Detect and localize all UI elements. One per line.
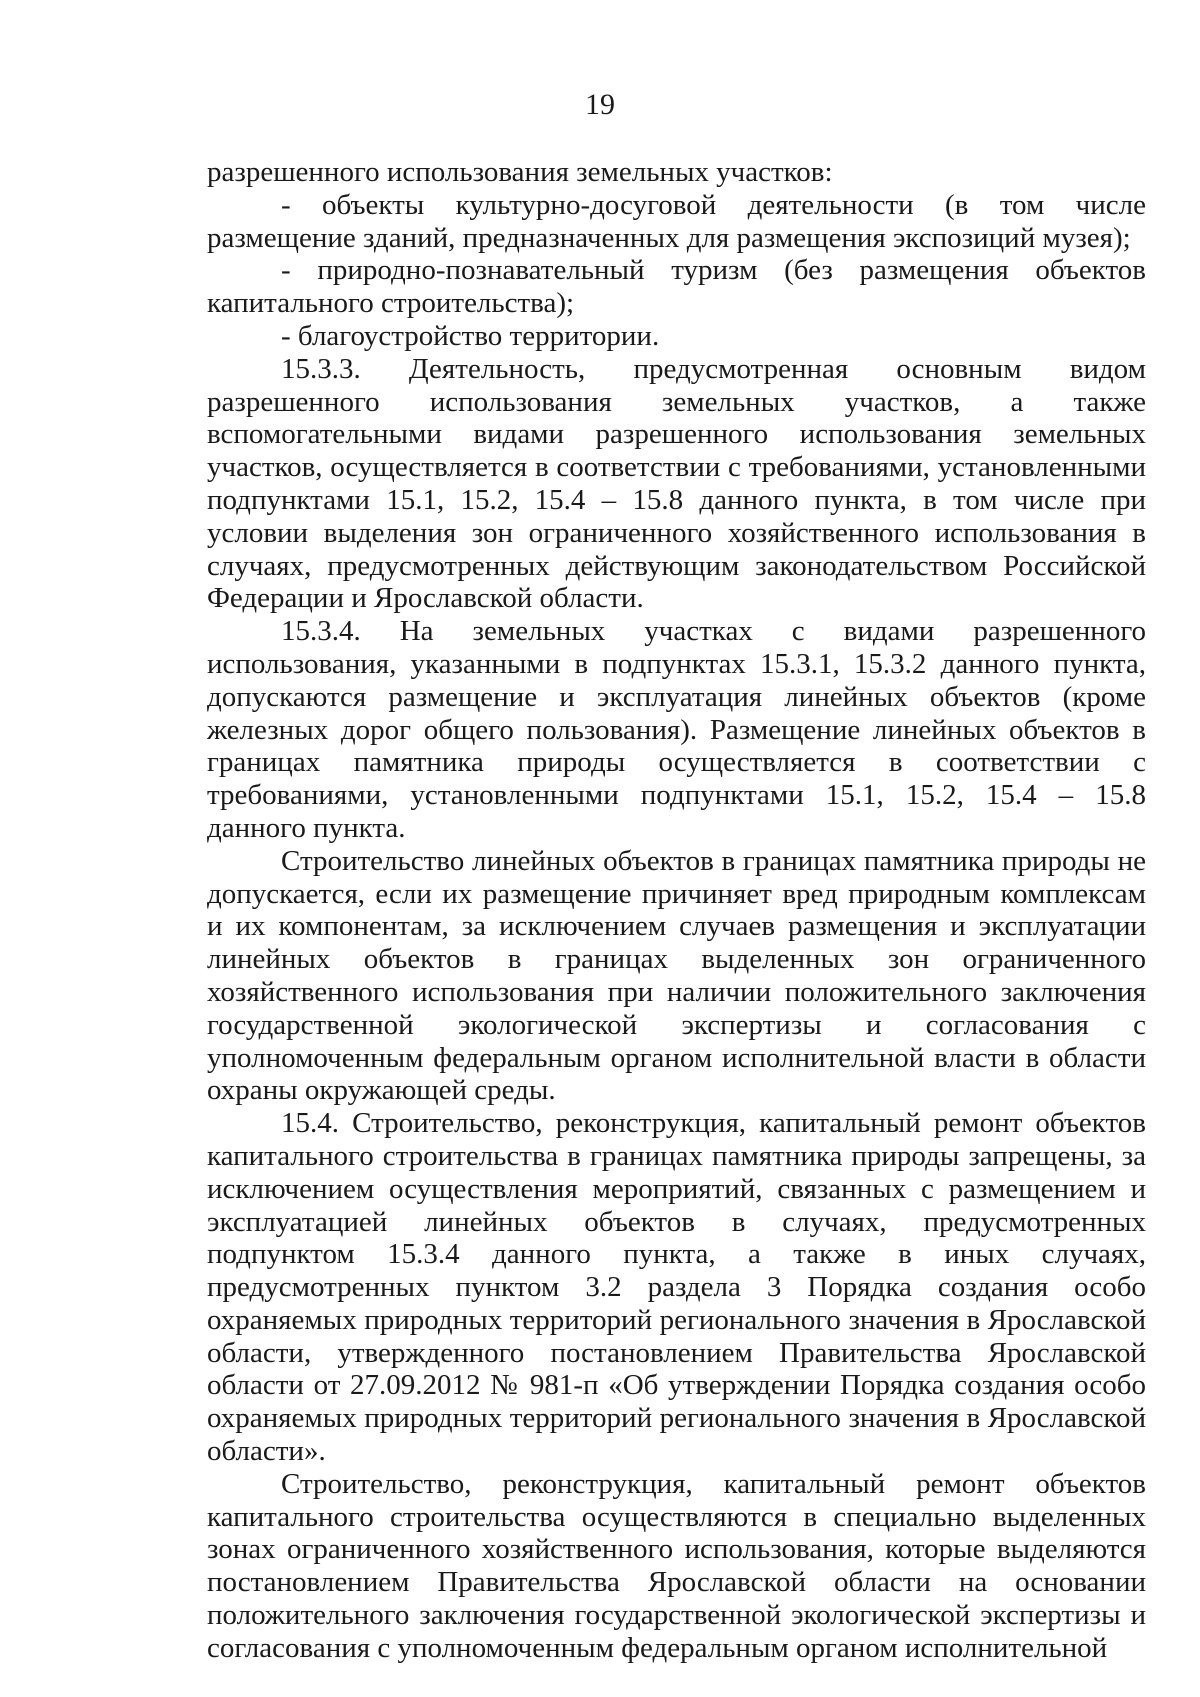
paragraph-15-3-3: 15.3.3. Деятельность, предусмотренная основным видом разрешенного использования земельных участков, а также вспомогательными видами разрешенного использования земельных участков, осуществляется в соответствии с требованиями, установленными подпунктами 15.1, 15.2, 15.4 – 15.8 данного пункта, в том числе при условии выделения зон ограниченного хозяйственного использования в случаях, предусмотренных действующим законодательством Российской Федерации и Ярославской области. bbox=[207, 352, 1146, 615]
list-item-nature-tourism: - природно-познавательный туризм (без размещения объектов капитального строительства); bbox=[207, 254, 1146, 320]
paragraph-linear-objects: Строительство линейных объектов в границах памятника природы не допускается, если их размещение причиняет вред природным комплексам и их компонентам, за исключением случаев размещения и эксплуатации линейных объектов в границах выделенных зон ограниченного хозяйственного использования при наличии положительного заключения государственной экологической экспертизы и согласования с уполномоченным федеральным органом исполнительной власти в области охраны окружающей среды. bbox=[207, 844, 1146, 1107]
paragraph-15-4: 15.4. Строительство, реконструкция, капитальный ремонт объектов капитального строительства в границах памятника природы запрещены, за исключением осуществления мероприятий, связанных с размещением и эксплуатацией линейных объектов в случаях, предусмотренных подпунктом 15.3.4 данного пункта, а также в иных случаях, предусмотренных пунктом 3.2 раздела 3 Порядка создания особо охраняемых природных территорий регионального значения в Ярославской области, утвержденного постановлением Правительства Ярославской области от 27.09.2012 № 981-п «Об утверждении Порядка создания особо охраняемых природных территорий регионального значения в Ярославской области». bbox=[207, 1107, 1146, 1468]
list-item-cultural-leisure: - объекты культурно-досуговой деятельности (в том числе размещение зданий, предназначенных для размещения экспозиций музея); bbox=[207, 188, 1146, 254]
document-body bbox=[207, 156, 1146, 1665]
paragraph-15-3-4: 15.3.4. На земельных участках с видами разрешенного использования, указанными в подпунктах 15.3.1, 15.3.2 данного пункта, допускаются размещение и эксплуатация линейных объектов (кроме железных дорог общего пользования). Размещение линейных объектов в границах памятника природы осуществляется в соответствии с требованиями, установленными подпунктами 15.1, 15.2, 15.4 – 15.8 данного пункта. bbox=[207, 615, 1146, 844]
paragraph-construction-zones: Строительство, реконструкция, капитальный ремонт объектов капитального строительства осуществляются в специально выделенных зонах ограниченного хозяйственного использования, которые выделяются постановлением Правительства Ярославской области на основании положительного заключения государственной экологической экспертизы и согласования с уполномоченным федеральным органом исполнительной bbox=[207, 1467, 1146, 1664]
list-item-landscaping: - благоустройство территории. bbox=[281, 319, 660, 352]
page-number: 19 bbox=[585, 88, 615, 121]
paragraph-continuation: разрешенного использования земельных участков: bbox=[207, 156, 833, 188]
